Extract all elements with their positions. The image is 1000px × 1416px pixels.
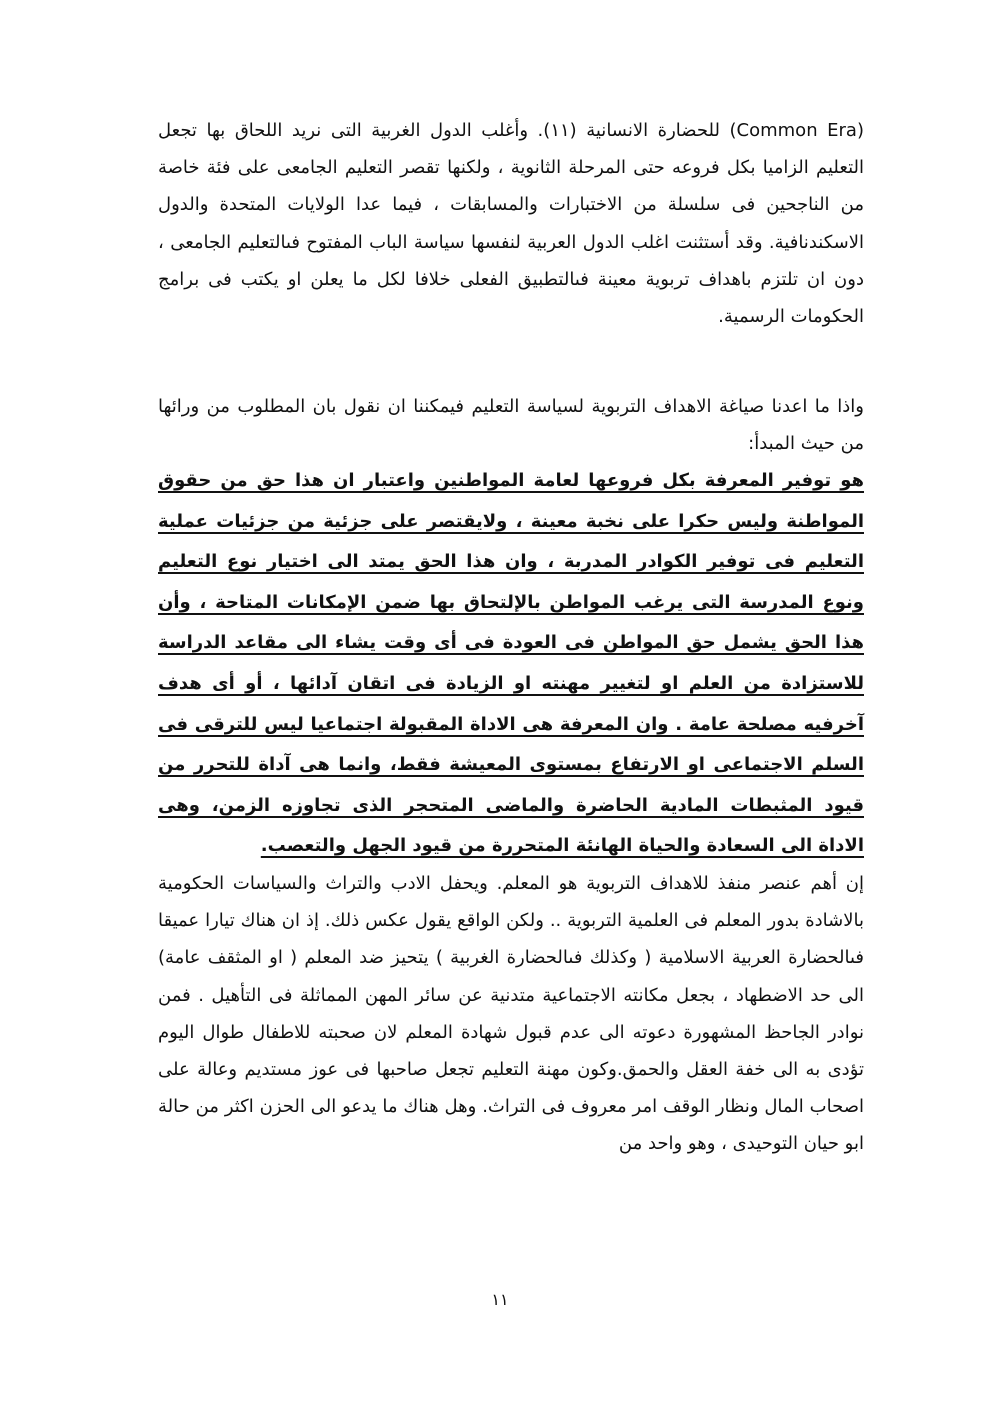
paragraph-1-text: (Common Era) للحضارة الانسانية (١١). وأغلب الدول الغربية التى نريد اللحاق بها تجعل التعليم الزاميا بكل فروعه حتى المرحلة الثانوية ، ولكنها تقصر التعليم الجامعى على فئة خاصة من الناجحين فى سلسلة من الاختبارات والمسابقات ، فيما عدا الولايات المتحدة والدول الاسكندنافية. وقد أستثنت اغلب الدول العربية لنفسها سياسة الباب المفتوح فىالتعليم الجامعى ، دون ان تلتزم باهداف تربوية معينة فىالتطبيق الفعلى خلافا لكل ما يعلن او يكتب فى برامج الحكومات الرسمية. xyxy=(158,120,864,328)
page-number: ١١ xyxy=(491,1290,509,1309)
paragraph-4 xyxy=(158,865,864,1163)
emphasized-paragraph-text: هو توفير المعرفة بكل فروعها لعامة المواطنين واعتبار ان هذا حق من حقوق المواطنة وليس حكرا على نخبة معينة ، ولايقتصر على جزئية من جزئيات عملية التعليم فى توفير الكوادر المدربة ، وان هذا الحق يمتد الى اختيار نوع التعليم ونوع المدرسة التى يرغب المواطن بالإلتحاق بها ضمن الإمكانات المتاحة ، وأن هذا الحق يشمل حق المواطن فى العودة فى أى وقت يشاء الى مقاعد الدراسة للاستزادة من العلم او لتغيير مهنته او الزيادة فى اتقان آدائها ، أو أى هدف آخرفيه مصلحة عامة . وان المعرفة هى الاداة المقبولة اجتماعيا ليس للترقى فى السلم الاجتماعى او الارتفاع بمستوى المعيشة فقط، وانما هى آداة للتحرر من قيود المثبطات المادية الحاضرة والماضى المتحجر الذى تجاوزه الزمن، وهى الاداة الى السعادة والحياة الهانئة المتحررة من قيود الجهل والتعصب. xyxy=(158,470,864,857)
emphasized-paragraph xyxy=(158,461,864,867)
paragraph-2 xyxy=(158,388,864,462)
paragraph-4-text: إن أهم عنصر منفذ للاهداف التربوية هو المعلم. ويحفل الادب والتراث والسياسات الحكومية بالاشادة بدور المعلم فى العلمية التربوية .. ولكن الواقع يقول عكس ذلك. إذ ان هناك تيارا عميقا فىالحضارة العربية الاسلامية ( وكذلك فىالحضارة الغربية ) يتحيز ضد المعلم ( او المثقف عامة) الى حد الاضطهاد ، بجعل مكانته الاجتماعية متدنية عن سائر المهن المماثلة فى التأهيل . فمن نوادر الجاحظ المشهورة دعوته الى عدم قبول شهادة المعلم لان صحبته للاطفال طوال اليوم تؤدى به الى خفة العقل والحمق.وكون مهنة التعليم تجعل صاحبها فى عوز مستديم وعالة على اصحاب المال ونظار الوقف امر معروف فى التراث. وهل هناك ما يدعو الى الحزن اكثر من حالة ابو حيان التوحيدى ، وهو واحد من xyxy=(158,873,864,1155)
paragraph-1 xyxy=(158,112,864,335)
paragraph-2-text: واذا ما اعدنا صياغة الاهداف التربوية لسياسة التعليم فيمكننا ان نقول بان المطلوب من ورائها من حيث المبدأ: xyxy=(158,396,864,455)
